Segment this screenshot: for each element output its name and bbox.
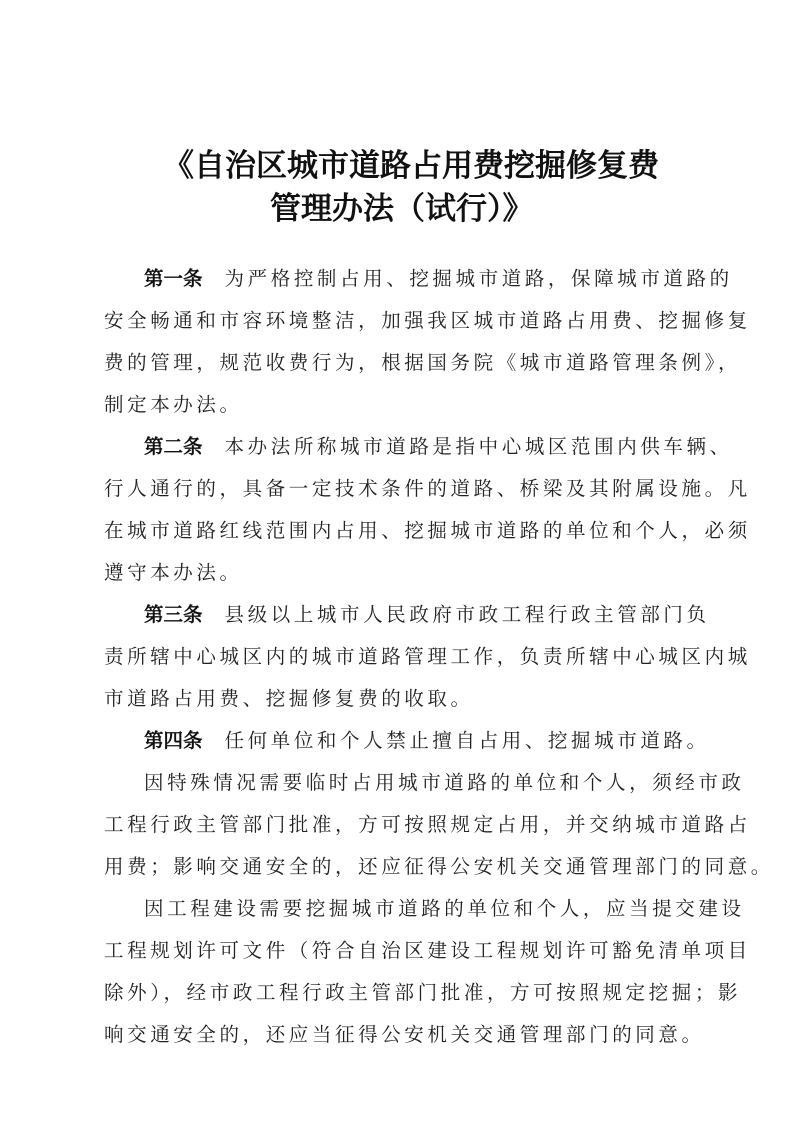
- article-2-line-2: 行人通行的，具备一定技术条件的道路、桥梁及其附属设施。凡: [104, 477, 751, 500]
- article-2-line-1: [144, 433, 744, 461]
- article-3-text: 县级以上城市人民政府市政工程行政主管部门负: [224, 603, 710, 626]
- article-4-line-1: [144, 727, 744, 755]
- paragraph-a-line-2: 工程行政主管部门批准，方可按照规定占用，并交纳城市道路占: [104, 813, 751, 836]
- paragraph-a-line-1: 因特殊情况需要临时占用城市道路的单位和个人，须经市政: [144, 771, 745, 794]
- article-3-line-1: [144, 601, 744, 629]
- paragraph-b-line-3: 除外），经市政工程行政主管部门批准，方可按照规定挖掘；影: [104, 981, 742, 1004]
- article-4-label: 第四条: [144, 729, 203, 752]
- paragraph-b-line-1: 因工程建设需要挖掘城市道路的单位和个人，应当提交建设: [144, 897, 745, 920]
- article-4-text: 任何单位和个人禁止擅自占用、挖掘城市道路。: [224, 729, 710, 752]
- paragraph-a-line-3: 用费；影响交通安全的，还应征得公安机关交通管理部门的同意。: [104, 855, 774, 878]
- article-1-label: 第一条: [144, 267, 203, 290]
- article-2-label: 第二条: [144, 435, 203, 458]
- article-1-line-4: 制定本办法。: [104, 393, 243, 416]
- article-2-line-4: 遵守本办法。: [104, 561, 243, 584]
- article-2-line-3: 在城市道路红线范围内占用、挖掘城市道路的单位和个人，必须: [104, 519, 751, 542]
- article-1-line-2: 安全畅通和市容环境整洁，加强我区城市道路占用费、挖掘修复: [104, 309, 751, 332]
- article-1-line-3: 费的管理，规范收费行为，根据国务院《城市道路管理条例》，: [104, 351, 742, 374]
- paragraph-b-line-4: 响交通安全的，还应当征得公安机关交通管理部门的同意。: [104, 1023, 705, 1046]
- article-3-line-3: 市道路占用费、挖掘修复费的收取。: [104, 687, 474, 710]
- article-3-label: 第三条: [144, 603, 203, 626]
- article-1-text: 为严格控制占用、挖掘城市道路，保障城市道路的: [224, 267, 733, 290]
- document-title-line-2: 管理办法（试行）》: [270, 191, 534, 227]
- article-1-line-1: [144, 265, 744, 293]
- document-title-line-1: 《自治区城市道路占用费挖掘修复费: [163, 148, 659, 184]
- paragraph-b-line-2: 工程规划许可文件（符合自治区建设工程规划许可豁免清单项目: [104, 939, 751, 962]
- article-2-text: 本办法所称城市道路是指中心城区范围内供车辆、: [224, 435, 733, 458]
- article-3-line-2: 责所辖中心城区内的城市道路管理工作，负责所辖中心城区内城: [104, 645, 751, 668]
